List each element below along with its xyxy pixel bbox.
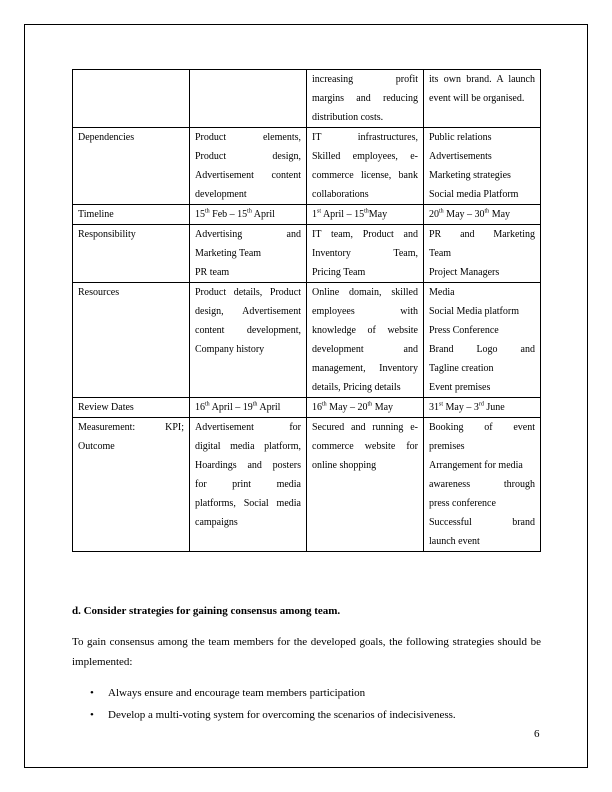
cell-line: Social media Platform [429, 189, 519, 200]
table-cell [190, 128, 307, 205]
table-cell [190, 418, 307, 552]
table-cell [73, 70, 190, 128]
cell-line: Advertisement for [195, 422, 301, 433]
page-number: 6 [534, 728, 540, 740]
table-row-responsibility [73, 225, 541, 283]
section-heading: d. Consider strategies for gaining consensus among team. [72, 605, 341, 617]
cell-line: Marketing Team [195, 248, 262, 259]
project-plan-table [72, 69, 541, 552]
cell-line: launch event [429, 536, 480, 547]
cell-line: development [195, 189, 247, 200]
cell-line: Product details, Product [195, 287, 301, 298]
cell-line: Skilled employees, e- [312, 151, 418, 162]
cell-line: Tagline creation [429, 363, 494, 374]
date-range: 15th Feb – 15th April [190, 205, 307, 225]
cell-line: for print media [195, 479, 301, 490]
table-cell [307, 128, 424, 205]
cell-line: Inventory Team, [312, 248, 418, 259]
cell-line: PR team [195, 267, 230, 278]
cell-line: management, Inventory [312, 363, 418, 374]
table-cell [307, 418, 424, 552]
cell-line: knowledge of website [312, 325, 418, 336]
row-label: Dependencies [73, 128, 190, 205]
cell-line: design, Advertisement [195, 306, 301, 317]
cell-line: premises [429, 441, 465, 452]
table-cell [424, 70, 541, 128]
cell-line: campaigns [195, 517, 238, 528]
cell-line: digital media platform, [195, 441, 301, 452]
date-range: 20th May – 30th May [424, 205, 541, 225]
row-label [73, 418, 190, 552]
cell-line: IT team, Product and [312, 229, 418, 240]
cell-line: content development, [195, 325, 301, 336]
cell-line: IT infrastructures, [312, 132, 418, 143]
date-range: 1st April – 15thMay [307, 205, 424, 225]
list-item: • Always ensure and encourage team members participation [72, 682, 456, 704]
cell-line: commerce website for [312, 441, 418, 452]
cell-line: Company history [195, 344, 265, 355]
table-cell [424, 225, 541, 283]
cell-line: Outcome [78, 441, 115, 452]
table-row-review-dates [73, 398, 541, 418]
cell-line: event will be organised. [429, 93, 525, 104]
cell-line: Advertising and [195, 229, 301, 240]
cell-line: Hoardings and posters [195, 460, 301, 471]
list-item: • Develop a multi-voting system for overcoming the scenarios of indecisiveness. [72, 704, 456, 726]
cell-line: Booking of event [429, 422, 535, 433]
cell-line: collaborations [312, 189, 369, 200]
cell-line: Secured and running e- [312, 422, 418, 433]
cell-line: Pricing Team [312, 267, 366, 278]
cell-line: Event premises [429, 382, 491, 393]
cell-line: Team [429, 248, 452, 259]
table-cell [190, 70, 307, 128]
table-cell [190, 283, 307, 398]
cell-line: Press Conference [429, 325, 499, 336]
bullet-icon: • [90, 687, 94, 699]
cell-line: margins and reducing [312, 93, 418, 104]
date-range: 31st May – 3rd June [424, 398, 541, 418]
cell-line: commerce license, bank [312, 170, 418, 181]
cell-line: Arrangement for media [429, 460, 523, 471]
cell-line: awareness through [429, 479, 535, 490]
table-cell [190, 225, 307, 283]
table-cell [307, 70, 424, 128]
table-cell [307, 225, 424, 283]
cell-line: Online domain, skilled [312, 287, 418, 298]
cell-line: platforms, Social media [195, 498, 301, 509]
section-paragraph: To gain consensus among the team members for the developed goals, the following strategies should be implemented: [72, 636, 541, 668]
row-label: Resources [73, 283, 190, 398]
cell-line: details, Pricing details [312, 382, 401, 393]
table-row-dependencies [73, 128, 541, 205]
row-label: Responsibility [73, 225, 190, 283]
table-row-timeline [73, 205, 541, 225]
cell-line: Successful brand [429, 517, 535, 528]
cell-line: Media [429, 287, 455, 298]
table-cell [307, 283, 424, 398]
cell-line: Social Media platform [429, 306, 519, 317]
table-row-resources [73, 283, 541, 398]
cell-line: Brand Logo and [429, 344, 535, 355]
cell-line: Product design, [195, 151, 301, 162]
cell-line: Advertisement content [195, 170, 301, 181]
table-row-measurement [73, 418, 541, 552]
cell-line: Measurement: KPI; [78, 422, 184, 433]
cell-line: online shopping [312, 460, 377, 471]
cell-line: its own brand. A launch [429, 74, 535, 85]
bullet-icon: • [90, 709, 94, 721]
table-row-continued [73, 70, 541, 128]
cell-line: Project Managers [429, 267, 500, 278]
table-cell [424, 418, 541, 552]
cell-line: Public relations [429, 132, 492, 143]
row-label: Timeline [73, 205, 190, 225]
cell-line: press conference [429, 498, 496, 509]
cell-line: development and [312, 344, 418, 355]
date-range: 16th April – 19th April [190, 398, 307, 418]
cell-line: PR and Marketing [429, 229, 535, 240]
cell-line: Advertisements [429, 151, 492, 162]
table-cell [424, 283, 541, 398]
cell-line: increasing profit [312, 74, 418, 85]
table-cell [424, 128, 541, 205]
cell-line: employees with [312, 306, 418, 317]
row-label: Review Dates [73, 398, 190, 418]
cell-line: distribution costs. [312, 112, 384, 123]
cell-line: Marketing strategies [429, 170, 511, 181]
strategy-list [72, 682, 456, 726]
date-range: 16th May – 20th May [307, 398, 424, 418]
cell-line: Product elements, [195, 132, 301, 143]
